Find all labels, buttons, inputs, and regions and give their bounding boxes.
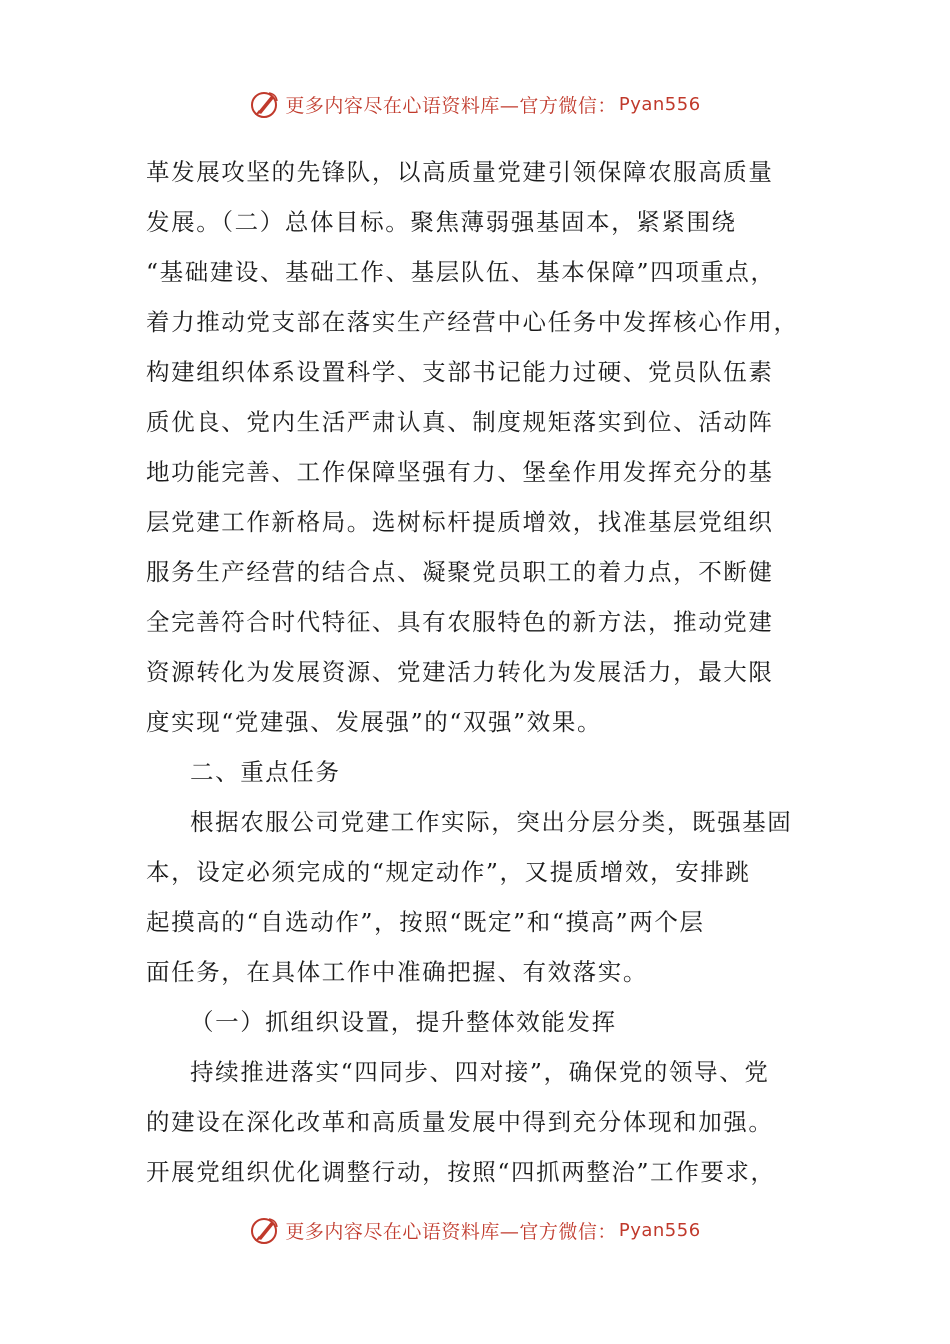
section-heading: 二、重点任务	[190, 758, 341, 786]
watermark-text: 更多内容尽在心语资料库—官方微信：	[285, 94, 617, 117]
watermark-footer	[0, 1212, 950, 1248]
pen-logo-icon	[249, 1214, 281, 1246]
text-line: 着力推动党支部在落实生产经营中心任务中发挥核心作用，	[146, 308, 799, 336]
text-line: 持续推进落实“四同步、四对接”，确保党的领导、党	[190, 1058, 770, 1086]
watermark-header	[0, 86, 950, 122]
document-body	[146, 147, 806, 1197]
text-line: 全完善符合时代特征、具有农服特色的新方法，推动党建	[146, 608, 774, 636]
text-line: “基础建设、基础工作、基层队伍、基本保障”四项重点，	[146, 258, 776, 286]
watermark-handle: Pyan556	[618, 93, 701, 115]
text-line: 革发展攻坚的先锋队，以高质量党建引领保障农服高质量	[146, 158, 774, 186]
text-line: 度实现“党建强、发展强”的“双强”效果。	[146, 708, 603, 736]
text-line: 地功能完善、工作保障坚强有力、堡垒作用发挥充分的基	[146, 458, 774, 486]
watermark-handle: Pyan556	[618, 1219, 701, 1241]
text-line: 构建组织体系设置科学、支部书记能力过硬、党员队伍素	[146, 358, 774, 386]
text-line: 本，设定必须完成的“规定动作”，又提质增效，安排跳	[146, 858, 751, 886]
text-line: 资源转化为发展资源、党建活力转化为发展活力，最大限	[146, 658, 774, 686]
text-line: 发展。（二）总体目标。聚焦薄弱强基固本，紧紧围绕	[146, 208, 737, 236]
text-line: 开展党组织优化调整行动，按照“四抓两整治”工作要求，	[146, 1158, 776, 1186]
text-line: 服务生产经营的结合点、凝聚党员职工的着力点，不断健	[146, 558, 774, 586]
text-line: 根据农服公司党建工作实际，突出分层分类，既强基固	[190, 808, 793, 836]
pen-logo-icon	[249, 88, 281, 120]
subsection-heading: （一）抓组织设置，提升整体效能发挥	[190, 1008, 617, 1036]
watermark-text: 更多内容尽在心语资料库—官方微信：	[285, 1220, 617, 1243]
text-line: 起摸高的“自选动作”，按照“既定”和“摸高”两个层	[146, 908, 705, 936]
text-line: 质优良、党内生活严肃认真、制度规矩落实到位、活动阵	[146, 408, 774, 436]
text-line: 面任务，在具体工作中准确把握、有效落实。	[146, 958, 648, 986]
text-line: 的建设在深化改革和高质量发展中得到充分体现和加强。	[146, 1108, 774, 1136]
text-line: 层党建工作新格局。选树标杆提质增效，找准基层党组织	[146, 508, 774, 536]
